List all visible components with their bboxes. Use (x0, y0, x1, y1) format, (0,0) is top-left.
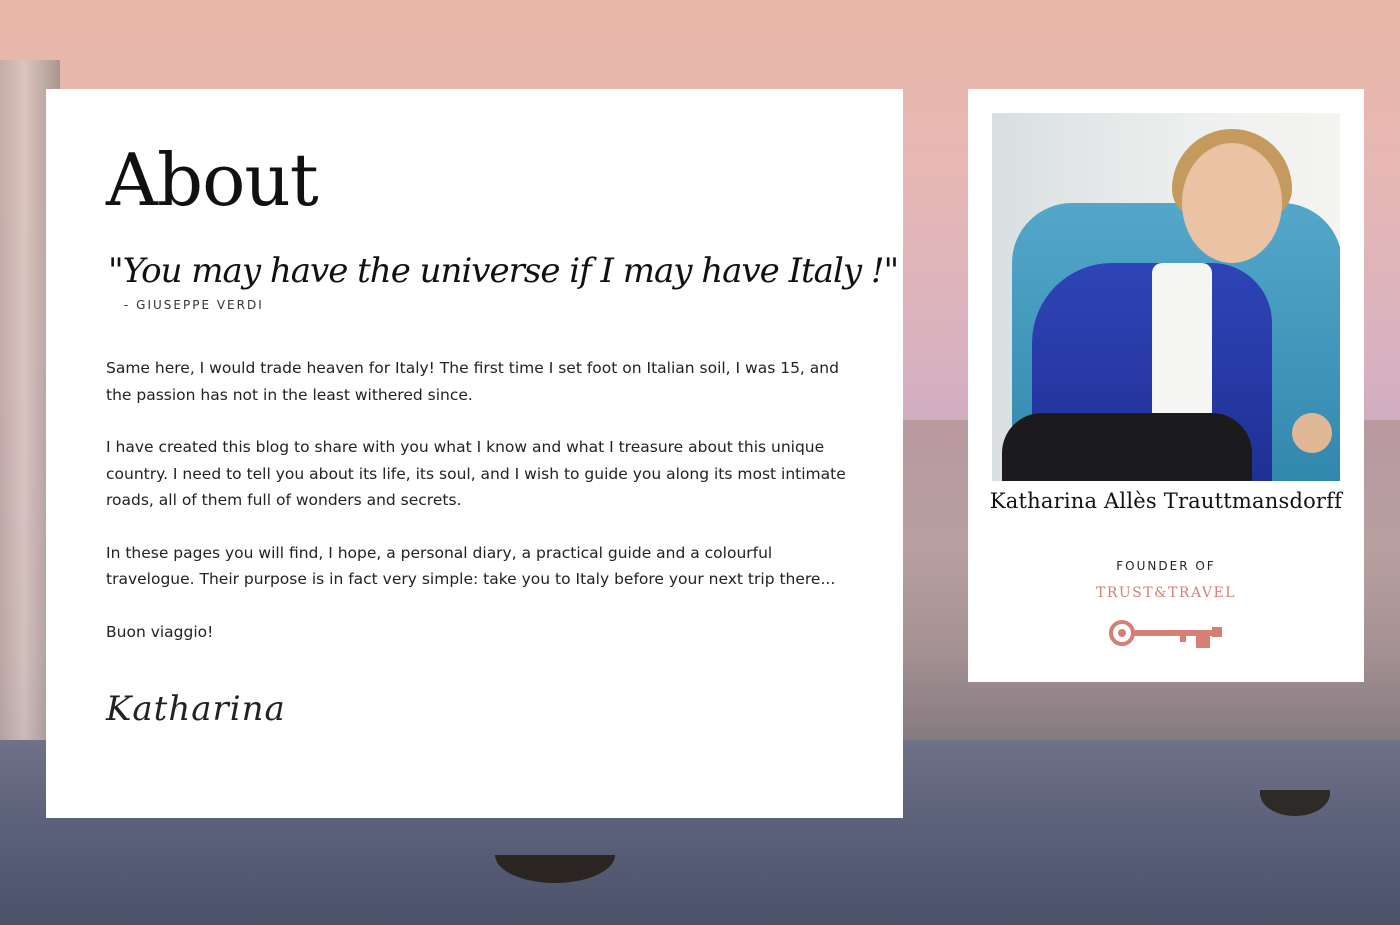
about-body (106, 355, 846, 671)
brand-name[interactable]: TRUST&TRAVEL (1096, 585, 1236, 601)
quote-author: - GIUSEPPE VERDI (124, 298, 264, 312)
signature: Katharina (106, 689, 286, 729)
photo-head (1182, 143, 1282, 263)
photo-shirt (1152, 263, 1212, 423)
founder-label: FOUNDER OF (1116, 559, 1216, 573)
about-title: About (106, 138, 318, 222)
about-paragraph: I have created this blog to share with you what I know and what I treasure about this unique country. I need to tell you about its life, its soul, and I wish to guide you along its most intimate roads, all of them full of wonders and secrets. (106, 438, 846, 509)
quote-text: "You may have the universe if I may have Italy !" (108, 251, 899, 291)
key-icon (1108, 615, 1224, 651)
about-card (46, 89, 903, 818)
about-paragraph: Buon viaggio! (106, 622, 214, 641)
profile-photo (992, 113, 1340, 481)
photo-hand (1292, 413, 1332, 453)
profile-name: Katharina Allès Trauttmansdorff (989, 489, 1343, 513)
profile-card (968, 89, 1364, 682)
photo-pants (1002, 413, 1252, 481)
about-paragraph: Same here, I would trade heaven for Italy! The first time I set foot on Italian soil, I was 15, and the passion has not in the least withered since. (106, 359, 839, 404)
about-paragraph: In these pages you will find, I hope, a personal diary, a practical guide and a colourful travelogue. Their purpose is in fact very simple: take you to Italy before your next trip there... (106, 543, 836, 588)
